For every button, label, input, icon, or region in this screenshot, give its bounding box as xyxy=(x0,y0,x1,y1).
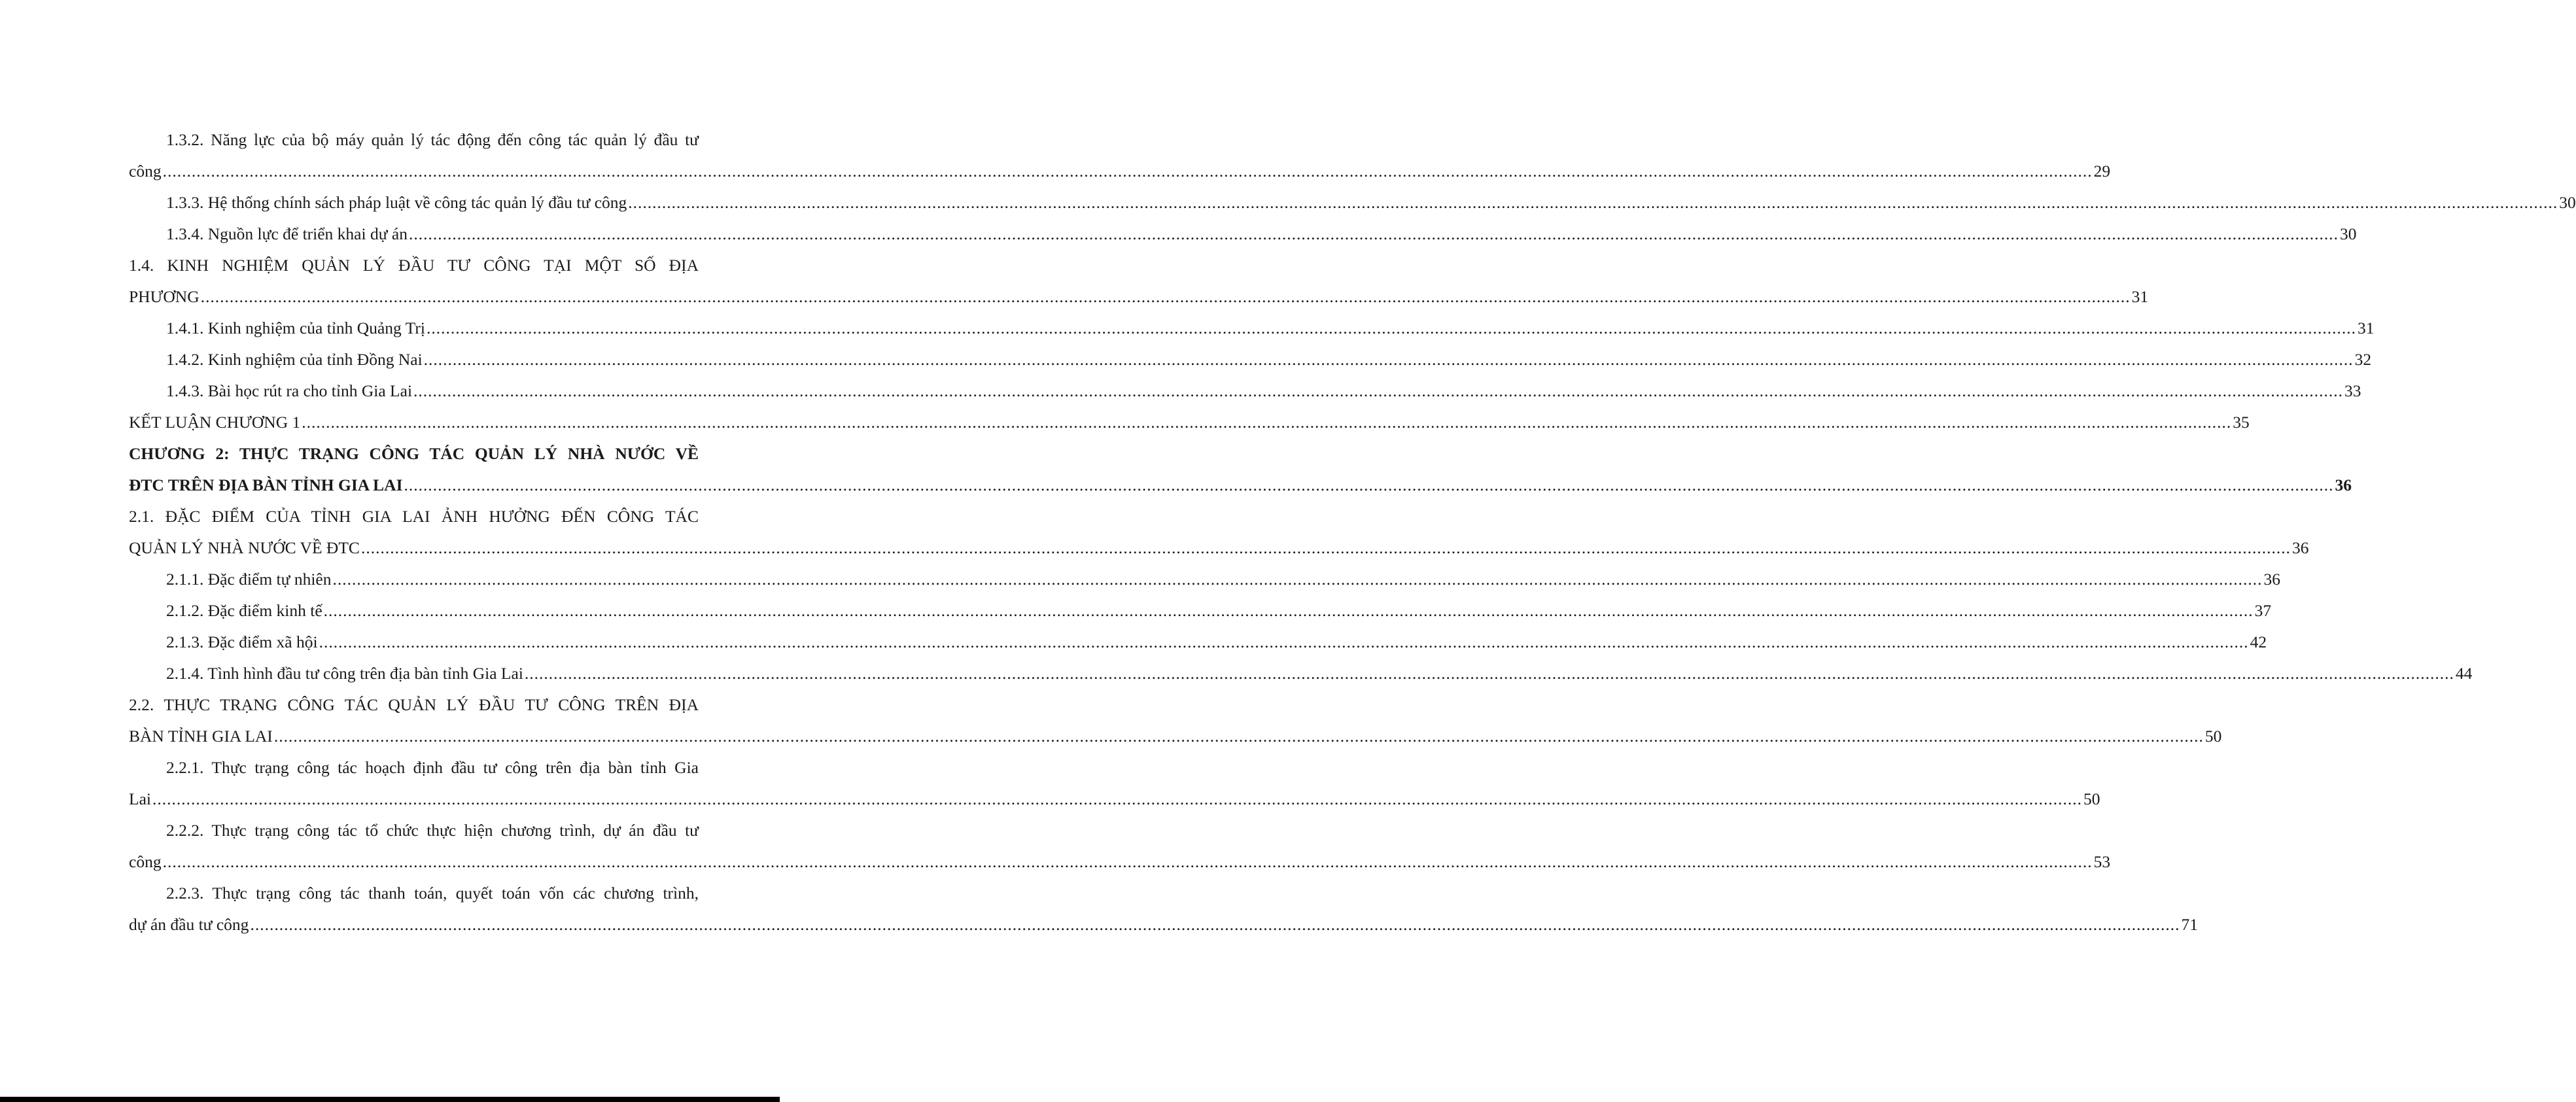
toc-entry[interactable] xyxy=(129,407,2250,438)
toc-entry[interactable] xyxy=(129,532,2309,564)
toc-entry[interactable] xyxy=(129,909,2198,940)
dot-leader: ................................................................................................................................................................................................................................................................................................................................................................................................................ xyxy=(323,601,2254,620)
toc-page-number: 31 xyxy=(2357,319,2375,337)
dot-leader: ................................................................................................................................................................................................................................................................................................................................................................................................................ xyxy=(360,538,2291,557)
dot-leader: ................................................................................................................................................................................................................................................................................................................................................................................................................ xyxy=(162,162,2093,181)
toc-page-number: 30 xyxy=(2339,224,2357,243)
toc-entry[interactable] xyxy=(129,438,699,470)
toc-entry-text: công xyxy=(129,162,162,181)
toc-entry[interactable] xyxy=(129,470,2352,501)
toc-page-number: 71 xyxy=(2181,915,2198,934)
dot-leader: ................................................................................................................................................................................................................................................................................................................................................................................................................ xyxy=(524,664,2454,683)
toc-entry-text: công xyxy=(129,852,162,871)
toc-entry-text: Lai xyxy=(129,789,151,808)
toc-entry[interactable] xyxy=(129,187,2576,218)
toc-page-number: 44 xyxy=(2455,664,2473,683)
toc-entry-text: KẾT LUẬN CHƯƠNG 1 xyxy=(129,413,301,432)
toc-entry[interactable] xyxy=(129,878,699,909)
toc-entry-text: QUẢN LÝ NHÀ NƯỚC VỀ ĐTC xyxy=(129,538,360,557)
toc-page-number: 30 xyxy=(2559,193,2576,212)
toc-page-number: 36 xyxy=(2291,538,2309,557)
toc-entry[interactable] xyxy=(129,564,2280,595)
toc-page-number: 37 xyxy=(2254,601,2272,620)
toc-entry[interactable] xyxy=(129,156,2111,187)
toc-page-number: 50 xyxy=(2083,789,2100,808)
toc-entry[interactable] xyxy=(129,689,699,721)
page-bottom-edge xyxy=(0,1097,780,1102)
toc-entry[interactable] xyxy=(129,344,2372,375)
toc-entry-text: 2.2. THỰC TRẠNG CÔNG TÁC QUẢN LÝ ĐẦU TƯ CÔNG TRÊN ĐỊA xyxy=(129,695,699,714)
dot-leader: ................................................................................................................................................................................................................................................................................................................................................................................................................ xyxy=(250,915,2180,934)
toc-entry-text: 1.4.1. Kinh nghiệm của tỉnh Quảng Trị xyxy=(166,319,425,337)
toc-entry-text: 2.1.4. Tình hình đầu tư công trên địa bàn tỉnh Gia Lai xyxy=(166,664,523,683)
toc-entry-text: PHƯƠNG xyxy=(129,287,200,306)
dot-leader: ................................................................................................................................................................................................................................................................................................................................................................................................................ xyxy=(200,287,2131,306)
dot-leader: ................................................................................................................................................................................................................................................................................................................................................................................................................ xyxy=(162,852,2093,871)
toc-page-number: 36 xyxy=(2335,475,2352,494)
dot-leader: ................................................................................................................................................................................................................................................................................................................................................................................................................ xyxy=(426,319,2356,337)
toc-entry-text: 2.1.1. Đặc điểm tự nhiên xyxy=(166,570,332,589)
toc-entry[interactable] xyxy=(129,752,699,783)
toc-entry[interactable] xyxy=(129,218,2357,250)
toc-entry[interactable] xyxy=(129,313,2375,344)
dot-leader: ................................................................................................................................................................................................................................................................................................................................................................................................................ xyxy=(423,350,2354,369)
toc-page-number: 29 xyxy=(2093,162,2111,181)
toc-entry-text: 1.4.3. Bài học rút ra cho tỉnh Gia Lai xyxy=(166,381,413,400)
toc-entry[interactable] xyxy=(129,124,699,156)
dot-leader: ................................................................................................................................................................................................................................................................................................................................................................................................................ xyxy=(273,727,2204,746)
toc-entry[interactable] xyxy=(129,783,2100,815)
toc-entry-text: 2.1.3. Đặc điểm xã hội xyxy=(166,632,318,651)
toc-entry[interactable] xyxy=(129,815,699,846)
toc-entry-text: 1.4.2. Kinh nghiệm của tỉnh Đồng Nai xyxy=(166,350,423,369)
dot-leader: ................................................................................................................................................................................................................................................................................................................................................................................................................ xyxy=(319,632,2249,651)
toc-entry-text: 1.3.4. Nguồn lực để triển khai dự án xyxy=(166,224,408,243)
toc-entry-text: 2.1. ĐẶC ĐIỂM CỦA TỈNH GIA LAI ẢNH HƯỞNG ĐẾN CÔNG TÁC xyxy=(129,507,699,526)
toc-entry-text: 2.1.2. Đặc điểm kinh tế xyxy=(166,601,322,620)
toc-entry[interactable] xyxy=(129,281,2149,313)
toc-page-number: 35 xyxy=(2233,413,2250,432)
toc-page-number: 31 xyxy=(2131,287,2149,306)
toc-entry-text: 2.2.2. Thực trạng công tác tổ chức thực hiện chương trình, dự án đầu tư xyxy=(166,821,699,840)
dot-leader: ................................................................................................................................................................................................................................................................................................................................................................................................................ xyxy=(413,381,2344,400)
toc-entry[interactable] xyxy=(129,721,2222,752)
toc-page-number: 36 xyxy=(2263,570,2280,589)
toc-entry[interactable] xyxy=(129,375,2361,407)
toc-entry-text: 1.4. KINH NGHIỆM QUẢN LÝ ĐẦU TƯ CÔNG TẠI MỘT SỐ ĐỊA xyxy=(129,256,699,275)
dot-leader: ................................................................................................................................................................................................................................................................................................................................................................................................................ xyxy=(332,570,2263,589)
toc-entry[interactable] xyxy=(129,658,2473,689)
dot-leader: ................................................................................................................................................................................................................................................................................................................................................................................................................ xyxy=(152,789,2082,808)
toc-page-number: 32 xyxy=(2354,350,2372,369)
toc-entry-text: 2.2.1. Thực trạng công tác hoạch định đầu tư công trên địa bàn tỉnh Gia xyxy=(166,758,699,777)
toc-page-number: 33 xyxy=(2344,381,2361,400)
toc-entry[interactable] xyxy=(129,846,2111,878)
toc-entry[interactable] xyxy=(129,250,699,281)
toc-entry-text: dự án đầu tư công xyxy=(129,915,249,934)
toc-page-number: 42 xyxy=(2250,632,2267,651)
toc-entry[interactable] xyxy=(129,595,2272,627)
toc-entry-text: 2.2.3. Thực trạng công tác thanh toán, quyết toán vốn các chương trình, xyxy=(166,884,699,903)
dot-leader: ................................................................................................................................................................................................................................................................................................................................................................................................................ xyxy=(404,475,2334,494)
toc-entry-text: ĐTC TRÊN ĐỊA BÀN TỈNH GIA LAI xyxy=(129,475,403,494)
dot-leader: ................................................................................................................................................................................................................................................................................................................................................................................................................ xyxy=(408,224,2339,243)
toc-entry-text: BÀN TỈNH GIA LAI xyxy=(129,727,273,746)
dot-leader: ................................................................................................................................................................................................................................................................................................................................................................................................................ xyxy=(302,413,2232,432)
toc-page-number: 53 xyxy=(2093,852,2111,871)
toc-entry[interactable] xyxy=(129,501,699,532)
toc-entry-text: CHƯƠNG 2: THỰC TRẠNG CÔNG TÁC QUẢN LÝ NHÀ NƯỚC VỀ xyxy=(129,444,699,463)
toc-entry[interactable] xyxy=(129,627,2267,658)
table-of-contents xyxy=(129,124,2576,940)
dot-leader: ................................................................................................................................................................................................................................................................................................................................................................................................................ xyxy=(628,193,2558,212)
toc-entry-text: 1.3.3. Hệ thống chính sách pháp luật về công tác quản lý đầu tư công xyxy=(166,193,627,212)
toc-page-number: 50 xyxy=(2204,727,2222,746)
toc-entry-text: 1.3.2. Năng lực của bộ máy quản lý tác động đến công tác quản lý đầu tư xyxy=(166,130,699,149)
